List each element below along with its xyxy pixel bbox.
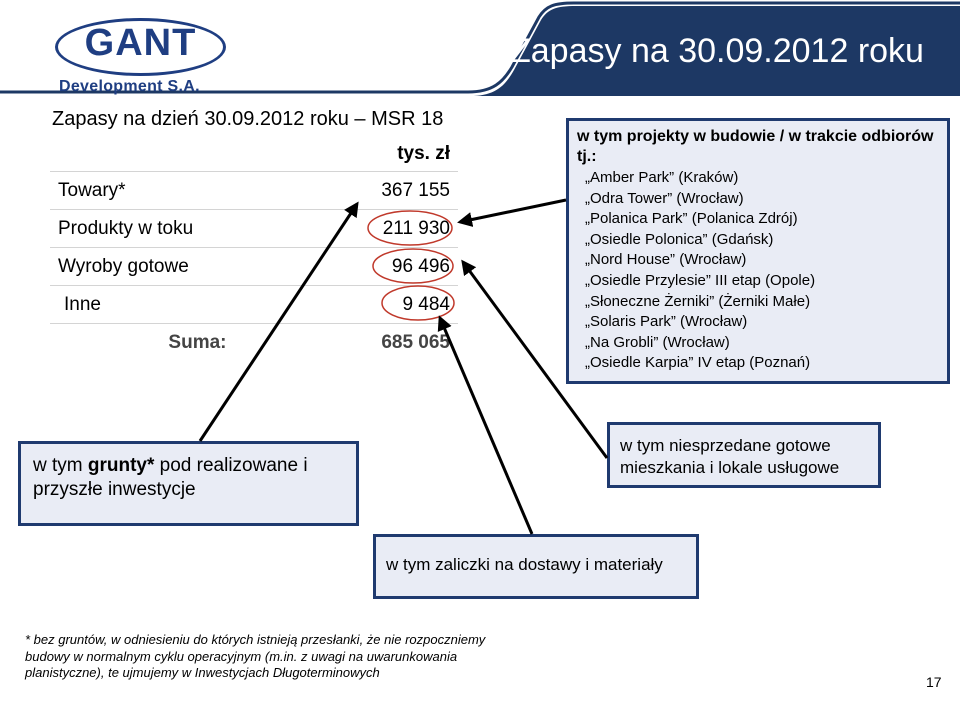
projects-box — [566, 118, 950, 384]
table-row — [50, 286, 458, 324]
list-item: „Osiedle Przylesie” III etap (Opole) — [585, 271, 816, 289]
row-value: 96 496 — [312, 248, 459, 286]
unit-label: tys. zł — [397, 143, 450, 164]
stock-heading: Zapasy na dzień 30.09.2012 roku – MSR 18 — [52, 108, 444, 130]
list-item: „Słoneczne Żerniki” (Żerniki Małe) — [585, 292, 811, 310]
page-number: 17 — [926, 674, 942, 690]
arrow-projects — [460, 200, 566, 222]
projects-heading: w tym projekty w budowie / w trakcie odbiorów tj.: — [577, 128, 934, 165]
footnote: * bez gruntów, w odniesieniu do których istnieją przesłanki, że nie rozpoczniemy budowy w normalnym cyklu operacyjnym (m.in. z uwagi na uwarunkowania planistyczne), te ujmujemy w Inwestycjach Długoterminowych — [25, 632, 486, 680]
list-item: „Solaris Park” (Wrocław) — [585, 313, 748, 331]
list-item: „Na Grobli” (Wrocław) — [585, 333, 730, 351]
list-item: „Nord House” (Wrocław) — [585, 251, 747, 269]
row-label: Produkty w toku — [50, 210, 312, 248]
logo-subtitle: Development S.A. — [59, 78, 200, 95]
unsold-box — [607, 422, 881, 488]
row-label: Wyroby gotowe — [50, 248, 312, 286]
stock-table — [50, 137, 458, 361]
list-item: „Amber Park” (Kraków) — [585, 169, 739, 186]
row-value: 9 484 — [312, 286, 459, 324]
land-box — [18, 441, 359, 526]
list-item: „Osiedle Karpia” IV etap (Poznań) — [585, 354, 811, 372]
list-item: „Polanica Park” (Polanica Zdrój) — [585, 210, 798, 228]
unit-row — [50, 137, 458, 172]
advances-box — [373, 534, 699, 599]
land-bold: grunty* — [87, 455, 155, 476]
land-suffix: pod realizowane i przyszłe inwestycje — [33, 455, 308, 500]
row-value: 211 930 — [312, 210, 459, 248]
advances-text: w tym zaliczki na dostawy i materiały — [386, 555, 663, 574]
unsold-text: w tym niesprzedane gotowe mieszkania i lokale usługowe — [620, 436, 840, 477]
row-value: 367 155 — [312, 172, 459, 210]
row-label: Inne — [50, 286, 312, 324]
total-value: 685 065 — [312, 324, 459, 362]
table-row — [50, 210, 458, 248]
gant-logo — [55, 18, 230, 98]
land-prefix: w tym — [33, 455, 88, 476]
total-row — [50, 324, 458, 362]
total-label: Suma: — [50, 324, 312, 362]
page-title: Zapasy na 30.09.2012 roku — [510, 32, 924, 70]
row-label: Towary* — [50, 172, 312, 210]
table-row — [50, 172, 458, 210]
table-row — [50, 248, 458, 286]
list-item: „Osiedle Polonica” (Gdańsk) — [585, 230, 774, 248]
logo-wordmark: GANT — [84, 22, 197, 64]
list-item: „Odra Tower” (Wrocław) — [585, 189, 744, 207]
